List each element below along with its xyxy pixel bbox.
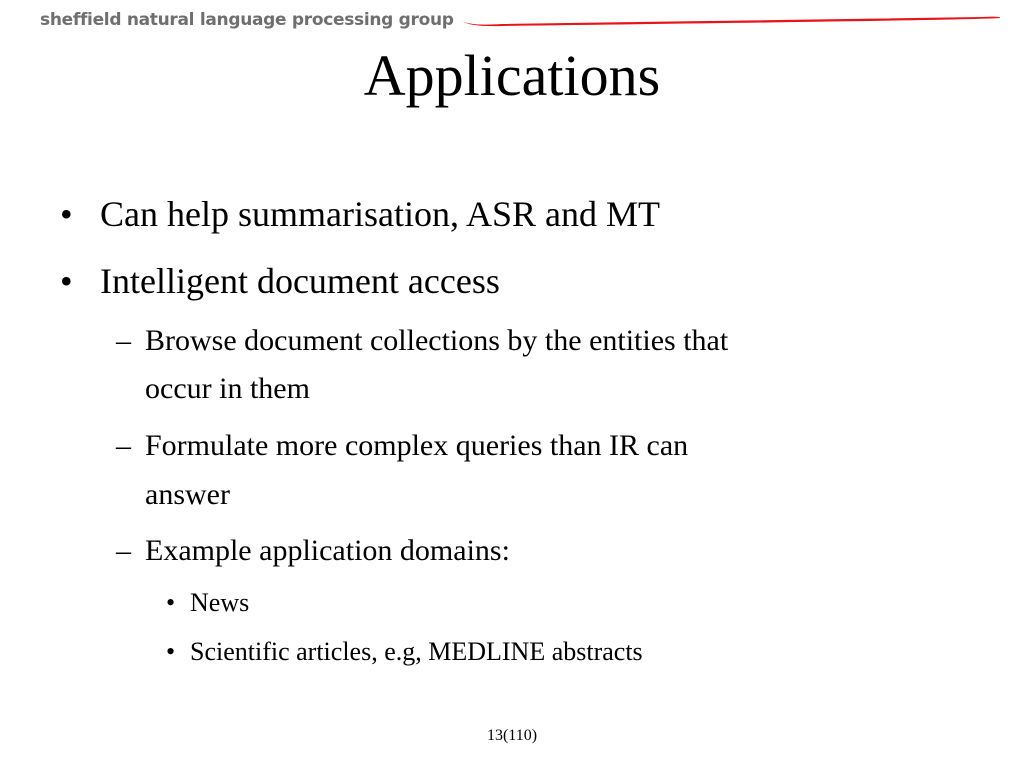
page-number: 13(110) xyxy=(486,727,538,744)
bullet-marker: • xyxy=(60,261,73,301)
bullet-marker: • xyxy=(60,194,73,234)
sub-bullet-text-line: answer xyxy=(145,478,230,511)
sub-sub-bullet-text: Scientific articles, e.g, MEDLINE abstracts xyxy=(190,637,643,666)
group-logo-text: sheffield natural language processing group xyxy=(40,10,454,30)
header-red-rule-shape xyxy=(462,17,1000,26)
sub-bullet-text-line: Browse document collections by the entities that xyxy=(145,324,729,357)
bullet-text: Intelligent document access xyxy=(100,261,500,301)
sub-sub-bullet-text: News xyxy=(190,588,250,617)
slide-title: Applications xyxy=(363,43,661,108)
sub-sub-bullet-marker: • xyxy=(166,588,176,617)
sub-bullet-marker: – xyxy=(116,324,131,357)
bullet-item xyxy=(60,261,73,301)
sub-bullet-marker: – xyxy=(116,534,131,567)
bullet-item xyxy=(60,194,73,234)
header-red-rule xyxy=(462,14,1002,28)
sub-sub-bullet-marker: • xyxy=(166,637,176,666)
sub-bullet-marker: – xyxy=(116,429,131,462)
sub-bullet-text-line: Example application domains: xyxy=(145,534,510,567)
sub-bullet-text-line: Formulate more complex queries than IR can xyxy=(145,429,689,462)
bullet-text: Can help summarisation, ASR and MT xyxy=(100,194,660,234)
sub-bullet-text-line: occur in them xyxy=(145,372,310,405)
